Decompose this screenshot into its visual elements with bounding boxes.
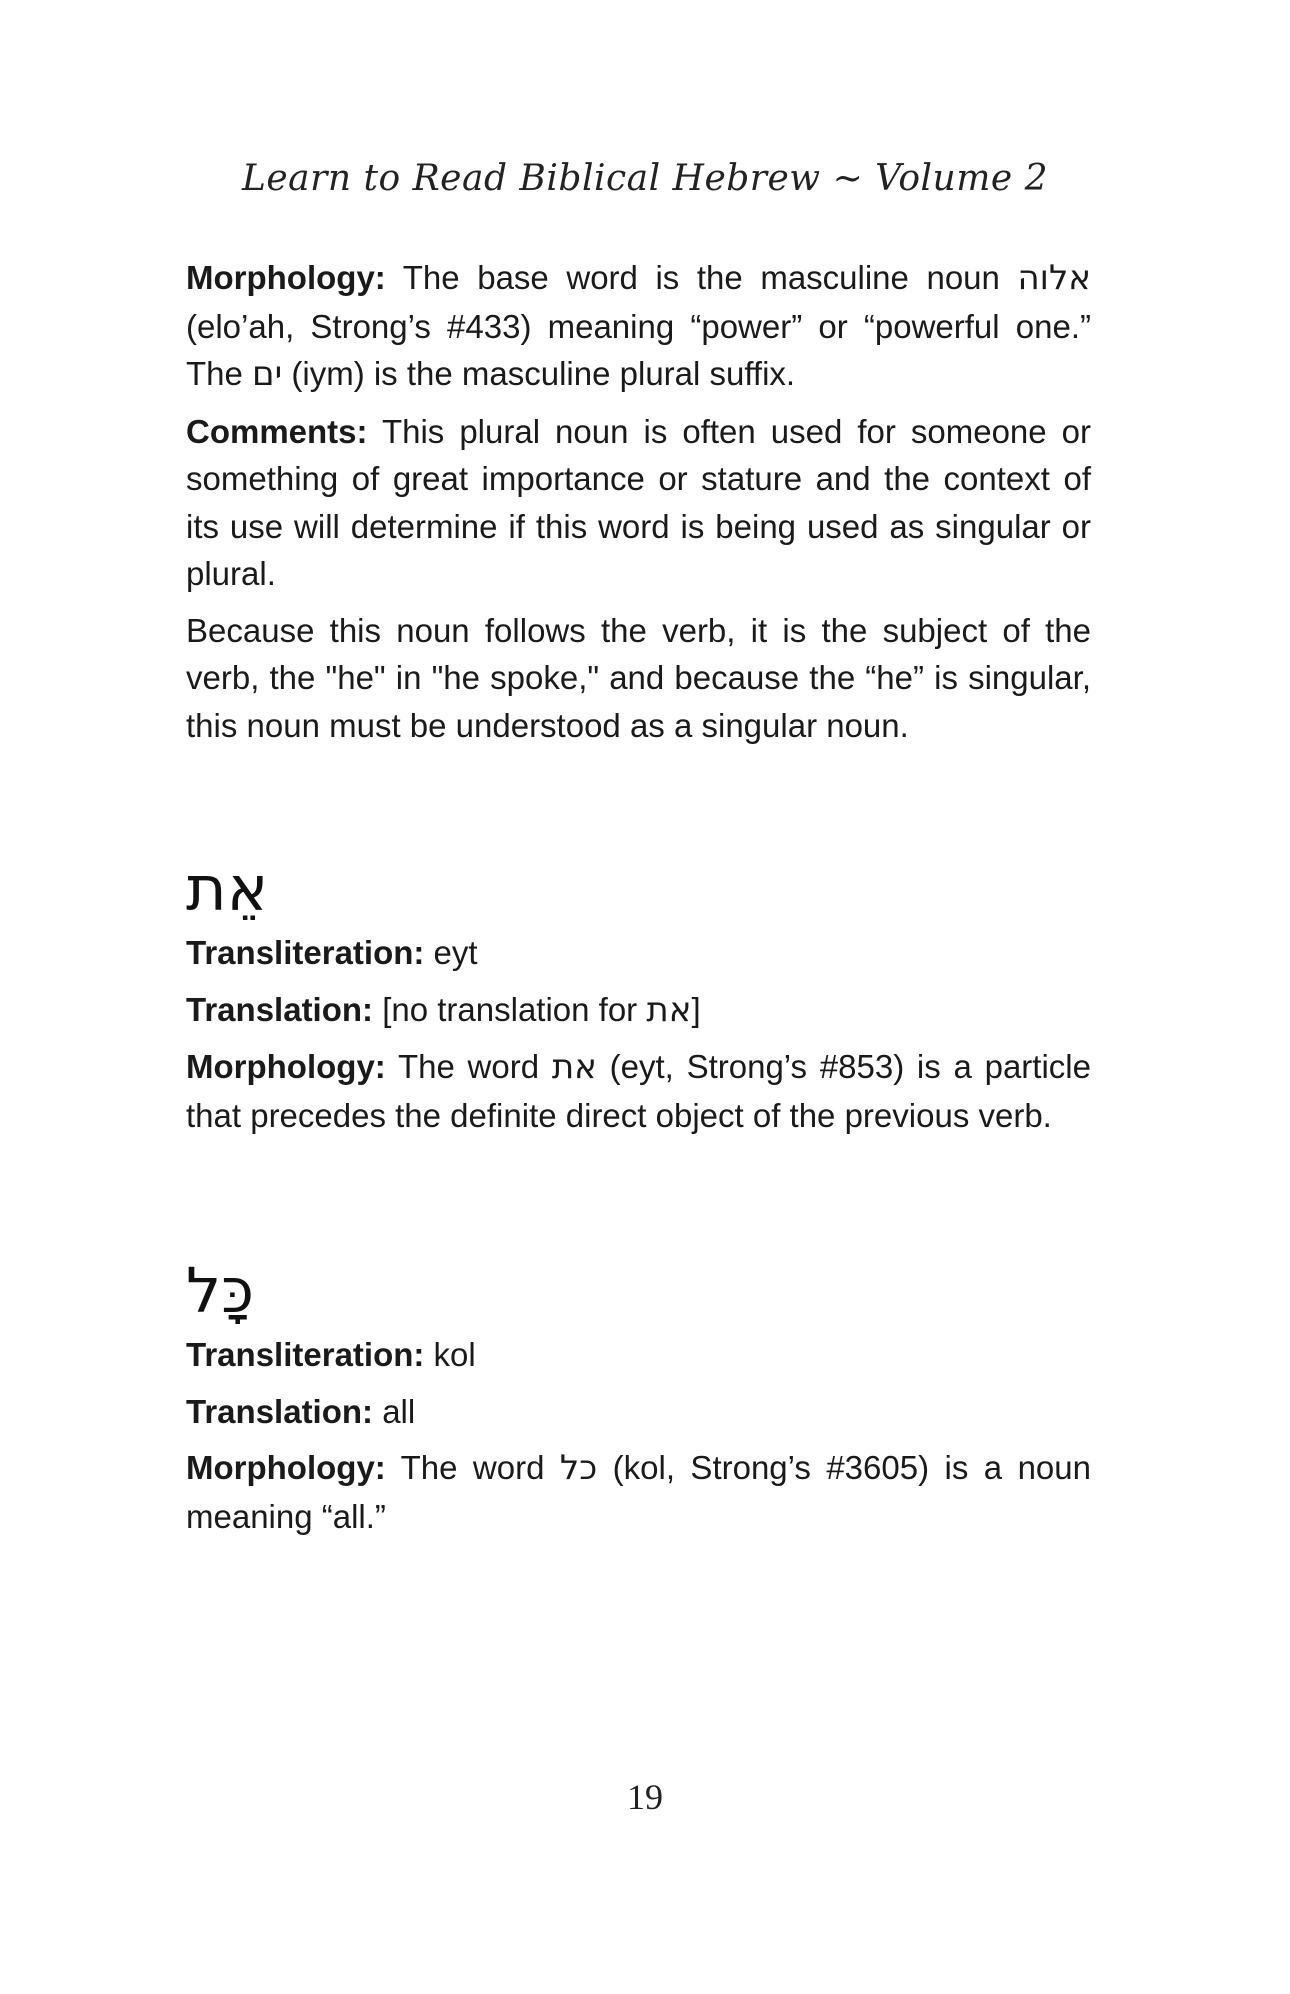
page-number: 19 <box>627 1777 663 1817</box>
morphology-text: (eyt, Strong’s #853) is a particle that precedes the definite direct object of the previous verb. <box>186 1048 1091 1134</box>
morphology-paragraph <box>186 254 1091 399</box>
morphology-paragraph <box>186 1444 1091 1540</box>
translation-label: Translation: <box>186 990 374 1028</box>
running-header: Learn to Read Biblical Hebrew ~ Volume 2 <box>241 158 1049 199</box>
hebrew-word: את <box>551 1047 597 1087</box>
transliteration-label: Transliteration: <box>186 1336 425 1373</box>
page-content <box>186 254 1091 1549</box>
entry-kol <box>186 1251 1091 1540</box>
morphology-label: Morphology: <box>186 1048 386 1085</box>
transliteration-line <box>186 929 1091 977</box>
entry-eyt <box>186 849 1091 1139</box>
transliteration-label: Transliteration: <box>186 934 425 971</box>
transliteration-line <box>186 1331 1091 1379</box>
translation-line <box>186 986 1091 1035</box>
comments-label: Comments: <box>186 412 368 450</box>
translation-value: all <box>373 1392 416 1430</box>
translation-line <box>186 1388 1091 1436</box>
morphology-text: (iym) is the masculine plural suffix. <box>282 355 796 392</box>
transliteration-value: eyt <box>424 934 478 971</box>
headword: אֵת <box>186 852 269 925</box>
morphology-text: The base word is the masculine noun <box>385 259 1018 296</box>
comments-text: This plural noun is often used for someone or something of great importance or stature and the context of its use will determine if this word is being used as singular or plural. <box>186 412 1091 592</box>
morphology-label: Morphology: <box>186 259 386 296</box>
translation-text: ] <box>691 990 701 1028</box>
morphology-text: (kol, Strong’s #3605) is a noun meaning “all.” <box>186 1449 1091 1535</box>
body-paragraph: Because this noun follows the verb, it is the subject of the verb, the "he" in "he spoke," and because the “he” is singular, this noun must be understood as a singular noun. <box>186 611 1091 744</box>
morphology-paragraph <box>186 1043 1091 1139</box>
hebrew-word: אלוה <box>1017 258 1091 298</box>
headword: כָּל <box>186 1254 255 1327</box>
hebrew-word: כל <box>559 1448 598 1488</box>
morphology-text: The word <box>385 1449 560 1486</box>
transliteration-value: kol <box>424 1336 476 1373</box>
morphology-text: (elo’ah, Strong’s #433) meaning “power” or “powerful one.” The <box>186 307 1091 392</box>
translation-text: [no translation for <box>373 990 647 1028</box>
comments-paragraph <box>186 408 1091 598</box>
hebrew-suffix: ים <box>252 354 283 394</box>
translation-label: Translation: <box>186 1392 374 1430</box>
morphology-label: Morphology: <box>186 1449 386 1486</box>
hebrew-word: את <box>646 989 692 1030</box>
morphology-text: The word <box>385 1048 552 1085</box>
